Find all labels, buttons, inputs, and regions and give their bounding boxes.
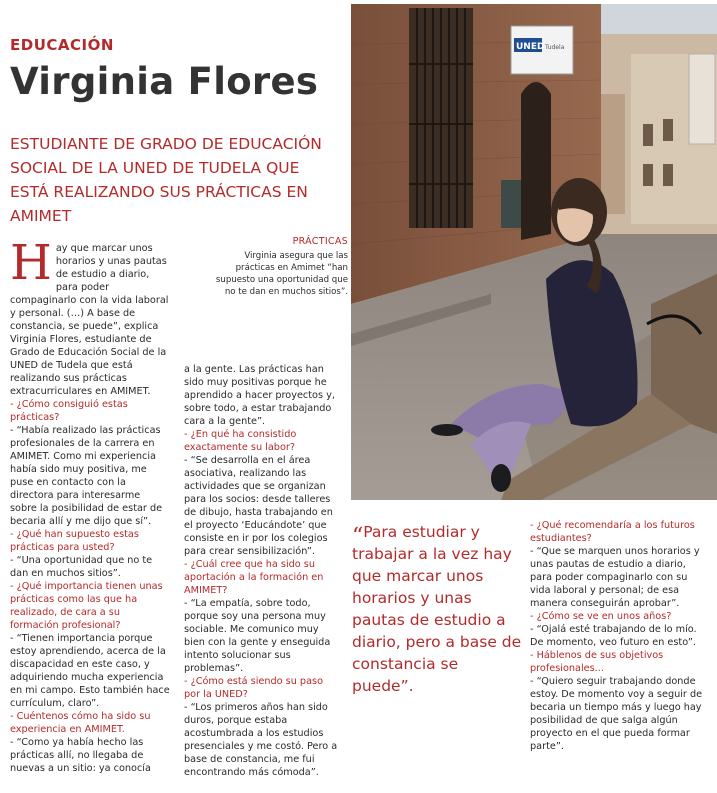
window bbox=[663, 164, 673, 186]
answer: - “Una oportunidad que no te dan en muchos sitios”. bbox=[10, 555, 153, 579]
window bbox=[643, 164, 653, 186]
question: - ¿En qué ha consistido exactamente su labor? bbox=[184, 429, 297, 453]
question: - ¿Cómo está siendo su paso por la UNED? bbox=[184, 676, 323, 700]
quote-mark: “ bbox=[352, 524, 364, 549]
pull-quote bbox=[352, 521, 524, 697]
article-subtitle: ESTUDIANTE DE GRADO DE EDUCACIÓN SOCIAL DE LA UNED DE TUDELA QUE ESTÁ REALIZANDO SUS PRÁCTICAS EN AMIMET bbox=[10, 135, 322, 225]
question: - ¿Qué recomendaría a los futuros estudiantes? bbox=[530, 520, 695, 544]
caption-title: PRÁCTICAS bbox=[292, 236, 348, 247]
far-banner bbox=[689, 54, 715, 144]
question: - ¿Qué han supuesto estas prácticas para usted? bbox=[10, 529, 139, 553]
uned-sign-text: UNED bbox=[516, 42, 545, 52]
answer: - “Ojalá esté trabajando de lo mío. De momento, veo futuro en esto”. bbox=[530, 624, 697, 648]
article-column-3 bbox=[530, 519, 710, 753]
section-label: EDUCACIÓN bbox=[10, 36, 114, 54]
answer: - “Los primeros años han sido duros, porque estaba acostumbrada a los estudios presenciales y me costó. Pero a base de constancia, me fui encontrando más cómoda”. bbox=[184, 702, 338, 778]
doorway bbox=[521, 82, 551, 240]
question: - ¿Qué importancia tienen unas prácticas como las que ha realizado, de cara a su formación profesional? bbox=[10, 581, 163, 631]
article-column-1 bbox=[10, 235, 170, 775]
answer-continued: a la gente. Las prácticas han sido muy positivas porque he aprendido a hacer proyectos y, sobre todo, a estar trabajando cara a la gente”. bbox=[184, 364, 335, 427]
answer: - “Quiero seguir trabajando donde estoy. De momento voy a seguir de becaria un tiempo más y luego hay posibilidad de que salga algún proyecto en el que pueda formar parte”. bbox=[530, 676, 703, 752]
article-photo bbox=[351, 4, 717, 500]
window bbox=[663, 119, 673, 141]
photo-caption bbox=[214, 236, 348, 298]
intro-text: ay que marcar unos horarios y unas pautas de estudio a diario, para poder compaginarlo con la vida laboral y personal. (…) A base de constancia, se puede”, explica Virginia Flores, estudiante de Grado de Educación Social de la UNED de Tudela que está realizando sus prácticas extracurriculares en AMIMET. bbox=[10, 243, 169, 397]
article-headline: Virginia Flores bbox=[10, 60, 319, 103]
caption-text: Virginia asegura que las prácticas en Amimet “han supuesto una oportunidad que no te dan en muchos sitios”. bbox=[215, 251, 348, 297]
question: - Cuéntenos cómo ha sido su experiencia en AMIMET. bbox=[10, 711, 151, 735]
trash-bin bbox=[501, 180, 521, 228]
uned-sign-subtext: Tudela bbox=[545, 44, 565, 51]
window bbox=[643, 124, 653, 146]
answer: - “La empatía, sobre todo, porque soy una persona muy sociable. Me comunico muy bien con la gente y enseguida intento solucionar sus problemas”. bbox=[184, 598, 331, 674]
answer: - “Tienen importancia porque estoy aprendiendo, acerca de la discapacidad en este caso, y adquiriendo mucha experiencia en mi campo. Esto también hace currículum, claro”. bbox=[10, 633, 170, 709]
drop-cap: H bbox=[10, 235, 52, 291]
question: - ¿Cómo consiguió estas prácticas? bbox=[10, 399, 128, 423]
article-column-2 bbox=[184, 363, 338, 779]
pull-quote-text: Para estudiar y trabajar a la vez hay que marcar unos horarios y unas pautas de estudio a diario, pero a base de constancia se puede”. bbox=[352, 523, 522, 695]
shoe bbox=[491, 464, 511, 492]
question: - Háblenos de sus objetivos profesionales... bbox=[530, 650, 664, 674]
answer: - “Se desarrolla en el área asociativa, realizando las actividades que se organizan para los socios: desde talleres de dibujo, hasta trabajando en el proyecto ‘Educándote’ que consiste en ir por los colegios para crear sensibilización”. bbox=[184, 455, 333, 557]
answer: - “Que se marquen unos horarios y unas pautas de estudio a diario, para poder compaginarlo con su vida laboral y personal; de esa manera conseguirán aprobar”. bbox=[530, 546, 700, 609]
shoe bbox=[431, 424, 463, 436]
answer: - “Como ya había hecho las prácticas allí, no llegaba de nuevas a un sitio: ya conocía bbox=[10, 737, 151, 774]
intro-paragraph bbox=[10, 235, 170, 398]
answer: - “Había realizado las prácticas profesionales de la carrera en AMIMET. Como mi experiencia había sido muy positiva, me puse en contacto con la directora para interesarme sobre la posibilidad de estar de becaria allí y me dijo que sí”. bbox=[10, 425, 163, 527]
question: - ¿Cómo se ve en unos años? bbox=[530, 611, 672, 622]
street-scene-illustration bbox=[351, 4, 717, 500]
question: - ¿Cuál cree que ha sido su aportación a la formación en AMIMET? bbox=[184, 559, 324, 596]
